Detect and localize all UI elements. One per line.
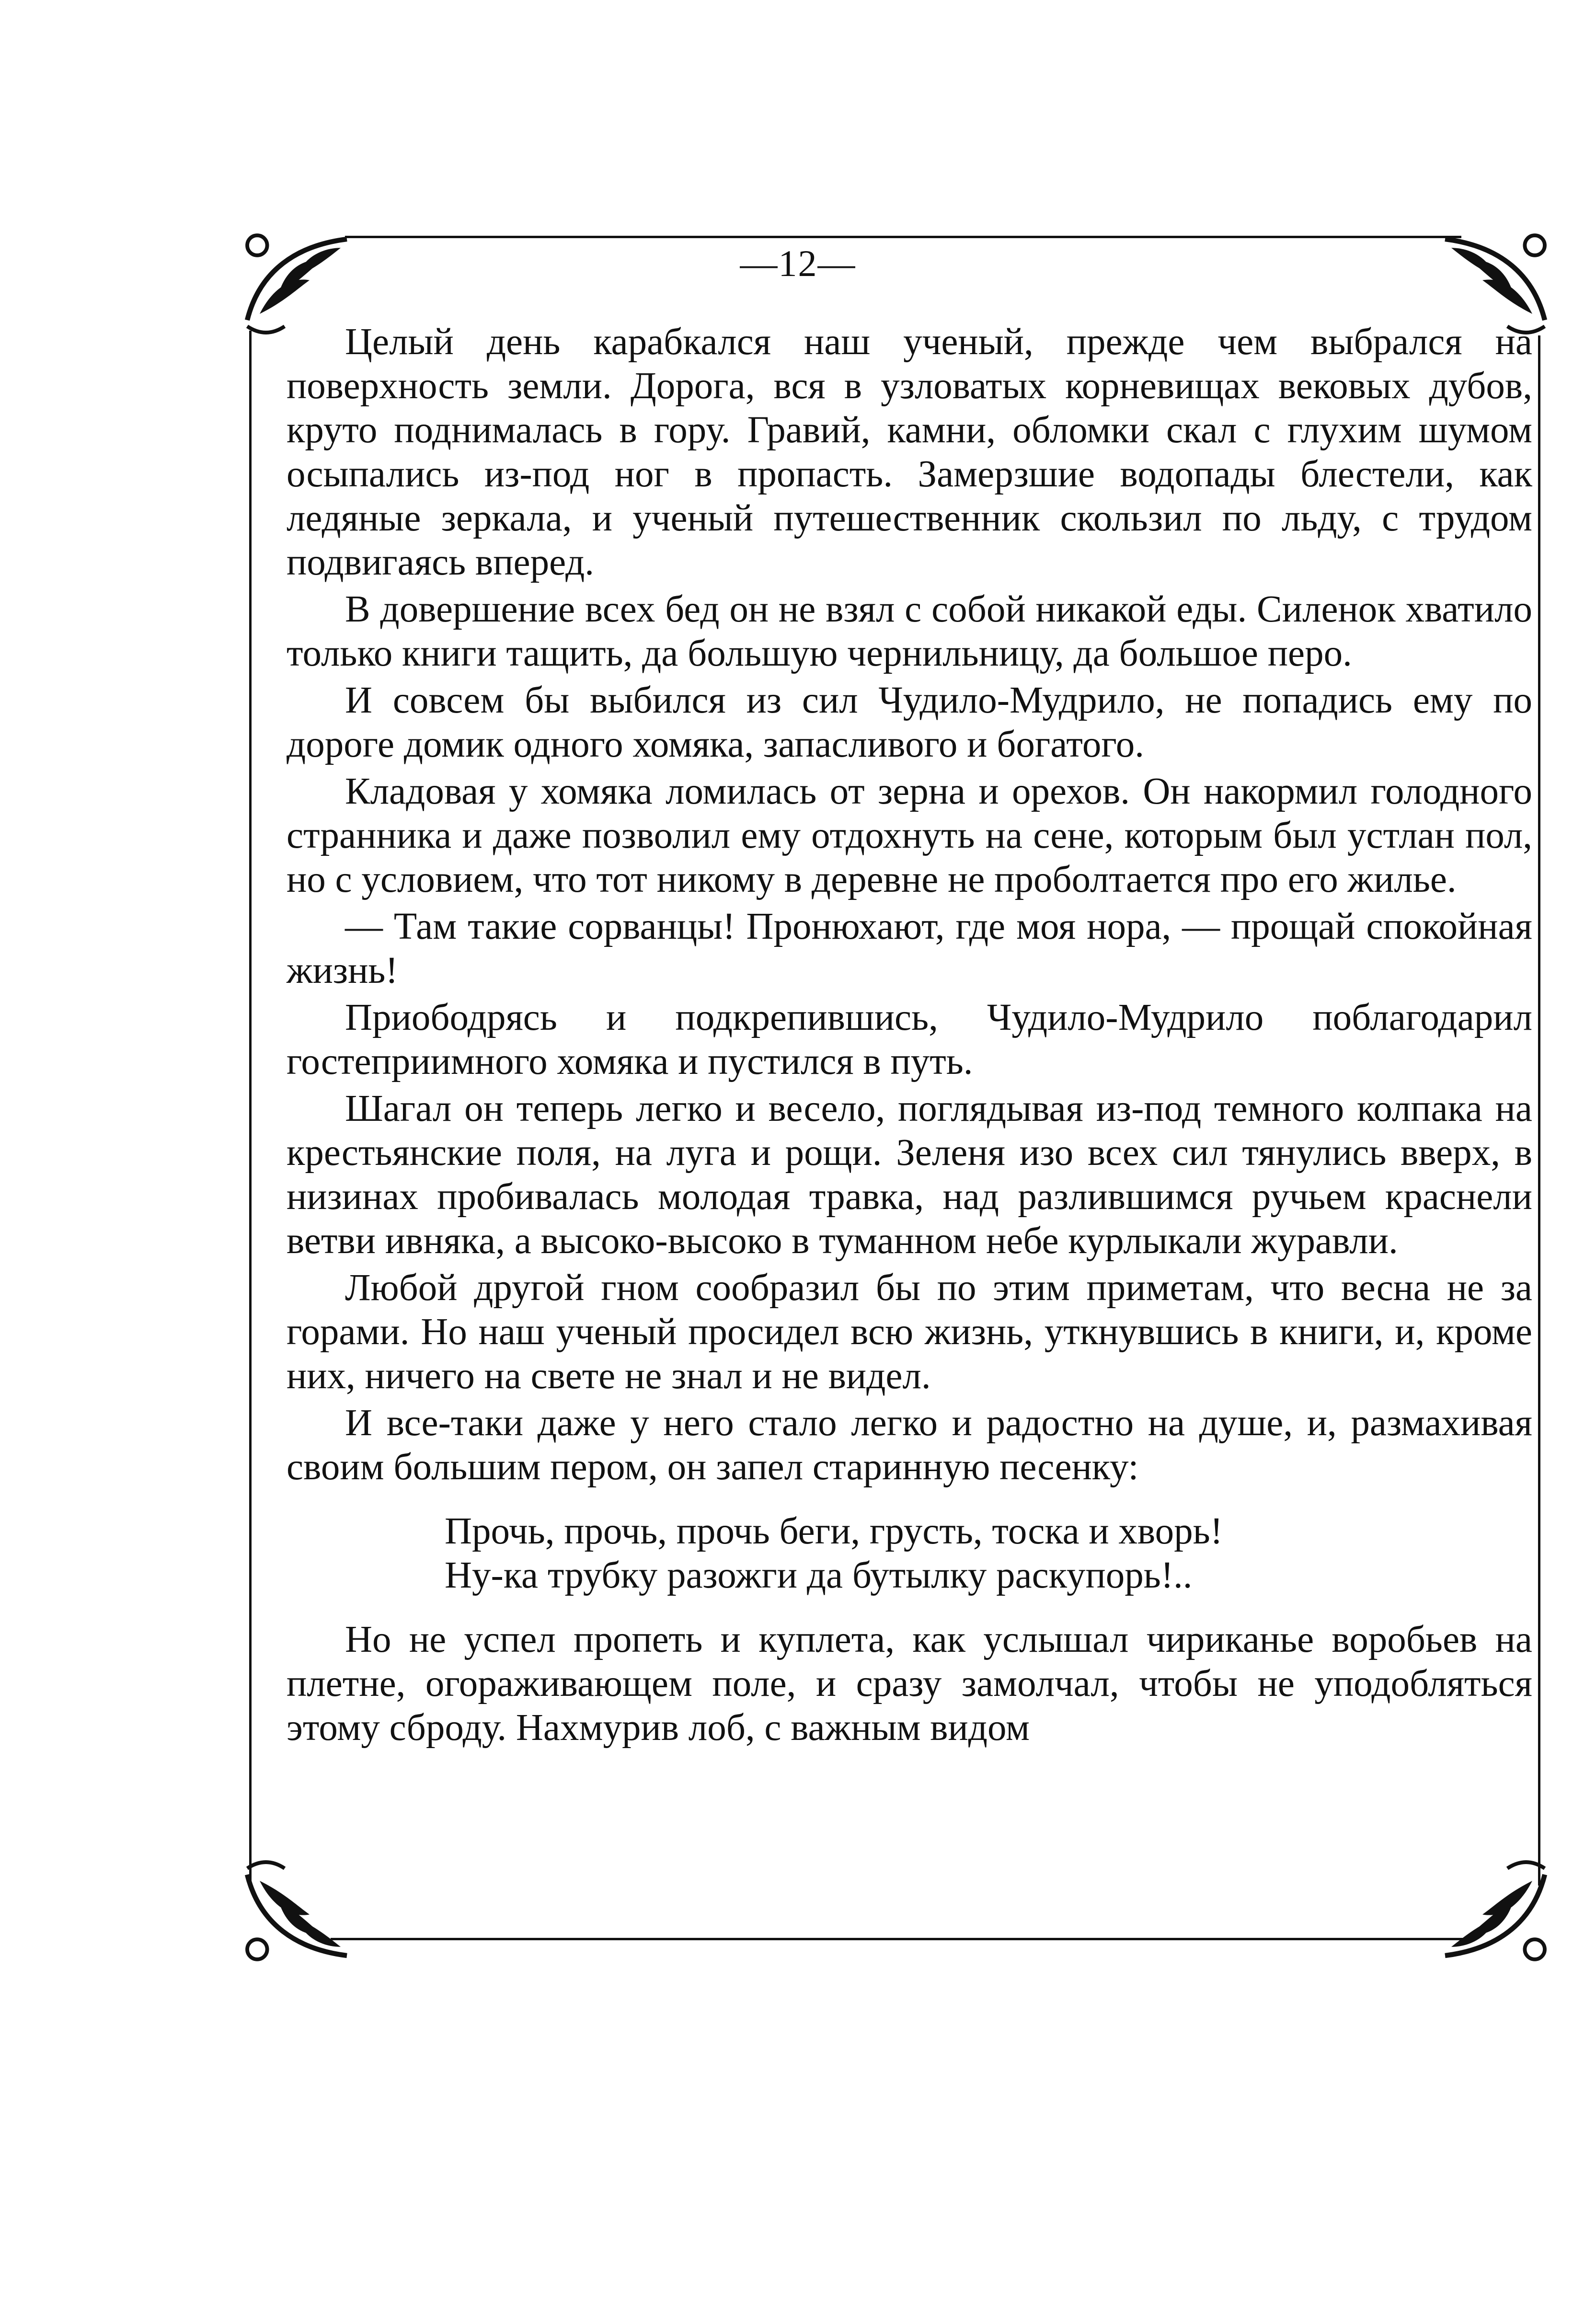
paragraph: Приободрясь и подкрепившись, Чудило-Мудрило поблагодарил гостеприимного хомяка и пустился в путь.: [287, 997, 1532, 1082]
frame-bottom-line: [331, 1938, 1466, 1940]
paragraph: Любой другой гном сообразил бы по этим приметам, что весна не за горами. Но наш ученый просидел всю жизнь, уткнувшись в книги, и, кроме них, ничего на свете не знал и не видел.: [287, 1267, 1532, 1397]
paragraph: В довершение всех бед он не взял с собой никакой еды. Силенок хватило только книги тащить, да большую чернильницу, да большое перо.: [287, 588, 1532, 674]
poem-line: Прочь, прочь, прочь беги, грусть, тоска и хворь!: [445, 1510, 1223, 1552]
paragraph: Шагал он теперь легко и весело, поглядывая из-под темного колпака на крестьянские поля, на луга и рощи. Зеленя изо всех сил тянулись вверх, в низинах пробивалась молодая травка, над разлившимся ручьем краснели ветви ивняка, а высоко-высоко в туманном небе курлыкали журавли.: [287, 1088, 1532, 1262]
frame-right-line: [1538, 335, 1540, 1886]
page-number: —12—: [740, 242, 856, 284]
poem-verse: [445, 1509, 1532, 1598]
paragraph: — Там такие сорванцы! Пронюхают, где моя нора, — прощай спокойная жизнь!: [287, 906, 1532, 991]
paragraph: И все-таки даже у него стало легко и радостно на душе, и, размахивая своим большим пером, он запел старинную песенку:: [287, 1402, 1532, 1488]
frame-top-line: [345, 236, 1461, 238]
paragraph: И совсем бы выбился из сил Чудило-Мудрило, не попадись ему по дороге домик одного хомяка, запасливого и богатого.: [287, 679, 1532, 765]
poem-line: Ну-ка трубку разожги да бутылку раскупорь!..: [445, 1555, 1193, 1596]
paragraph: Кладовая у хомяка ломилась от зерна и орехов. Он накормил голодного странника и даже позволил ему отдохнуть на сене, которым был устлан пол, но с условием, что тот никому в деревне не проболтается про его жилье.: [287, 771, 1532, 900]
floral-corner-icon: [235, 1850, 359, 1974]
frame-left-line: [249, 331, 252, 1886]
page-text: [287, 320, 1532, 1753]
paragraph: Но не успел пропеть и куплета, как услышал чириканье воробьев на плетне, огораживающем поле, и сразу замолчал, чтобы не уподобляться этому сброду. Нахмурив лоб, с важным видом: [287, 1619, 1532, 1749]
floral-corner-icon: [1433, 1850, 1557, 1974]
paragraph: Целый день карабкался наш ученый, прежде чем выбрался на поверхность земли. Дорога, вся в узловатых корневищах вековых дубов, круто поднималась в гору. Гравий, камни, обломки скал с глухим шумом осыпались из-под ног в пропасть. Замерзшие водопады блестели, как ледяные зеркала, и ученый путешественник скользил по льду, с трудом подвигаясь вперед.: [287, 321, 1532, 583]
